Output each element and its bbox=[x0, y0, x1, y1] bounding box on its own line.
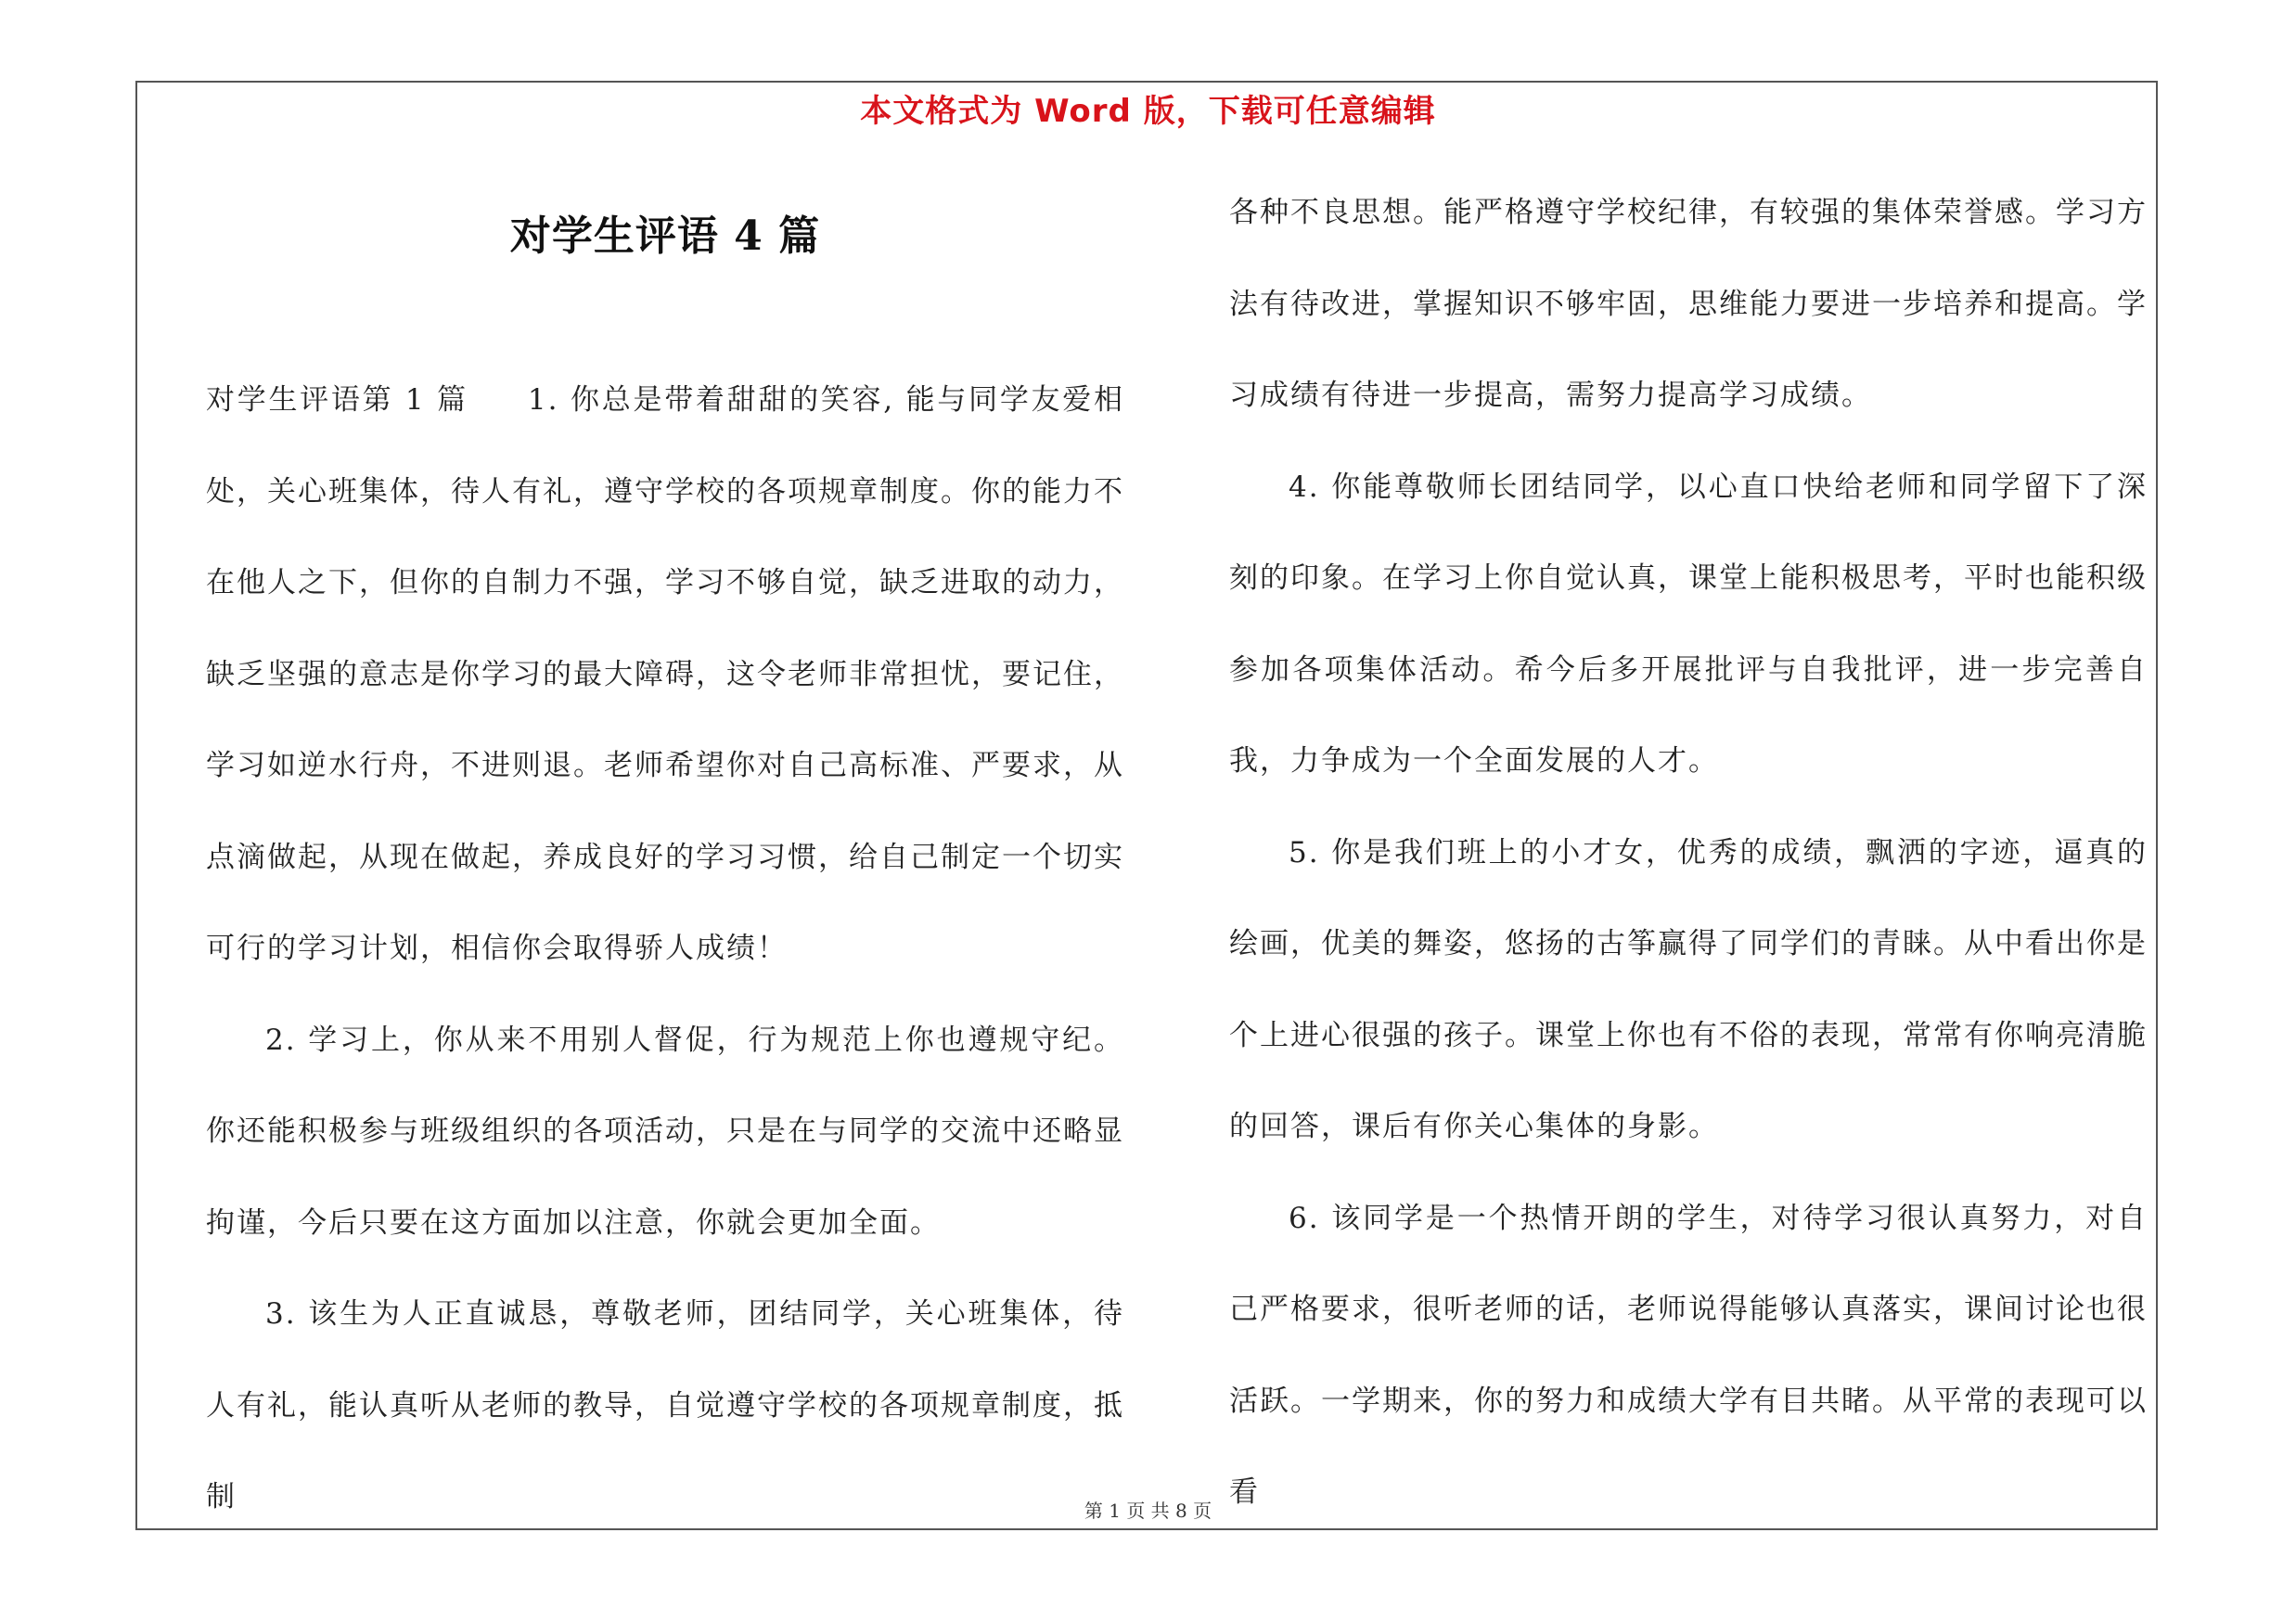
section-label: 对学生评语第 1 篇 bbox=[206, 383, 468, 417]
paragraph-1-text: 1. 你总是带着甜甜的笑容, 能与同学友爱相处，关心班集体，待人有礼，遵守学校的各项规章制度。你的能力不在他人之下，但你的自制力不强，学习不够自觉，缺乏进取的动力，缺乏坚强的意志是你学习的最大障碍，这令老师非常担忧，要记住，学习如逆水行舟，不进则退。老师希望你对自己高标准、严要求，从点滴做起，从现在做起，养成良好的学习习惯，给自己制定一个切实可行的学习计划，相信你会取得骄人成绩！ bbox=[206, 383, 1124, 965]
page-number: 第 1 页 共 8 页 bbox=[1084, 1500, 1212, 1522]
paragraph-5: 5. 你是我们班上的小才女，优秀的成绩，飘洒的字迹，逼真的绘画，优美的舞姿，悠扬的古筝赢得了同学们的青睐。从中看出你是个上进心很强的孩子。课堂上你也有不俗的表现，常常有你响亮清脆的回答，课后有你关心集体的身影。 bbox=[1229, 835, 2148, 1143]
right-column bbox=[1229, 167, 2148, 1539]
format-banner: 本文格式为 Word 版，下载可任意编辑 bbox=[860, 93, 1436, 130]
paragraph-3: 3. 该生为人正直诚恳，尊敬老师，团结同学，关心班集体，待人有礼，能认真听从老师的教导，自觉遵守学校的各项规章制度，抵制 bbox=[206, 1297, 1124, 1514]
paragraph-2: 2. 学习上，你从来不用别人督促，行为规范上你也遵规守纪。你还能积极参与班级组织的各项活动，只是在与同学的交流中还略显拘谨，今后只要在这方面加以注意，你就会更加全面。 bbox=[206, 1023, 1124, 1240]
paragraph-6: 6. 该同学是一个热情开朗的学生，对待学习很认真努力，对自己严格要求，很听老师的话，老师说得能够认真落实，课间讨论也很活跃。一学期来，你的努力和成绩大学有目共睹。从平常的表现可以看 bbox=[1229, 1201, 2148, 1509]
paragraph-3-continued: 各种不良思想。能严格遵守学校纪律，有较强的集体荣誉感。学习方法有待改进，掌握知识不够牢固，思维能力要进一步培养和提高。学习成绩有待进一步提高，需努力提高学习成绩。 bbox=[1229, 196, 2148, 412]
left-column bbox=[206, 354, 1124, 1543]
document-title: 对学生评语 4 篇 bbox=[509, 213, 821, 260]
paragraph-4: 4. 你能尊敬师长团结同学，以心直口快给老师和同学留下了深刻的印象。在学习上你自觉认真，课堂上能积极思考，平时也能积级参加各项集体活动。希今后多开展批评与自我批评，进一步完善自我，力争成为一个全面发展的人才。 bbox=[1229, 470, 2148, 778]
paragraph-1 bbox=[206, 354, 1124, 995]
